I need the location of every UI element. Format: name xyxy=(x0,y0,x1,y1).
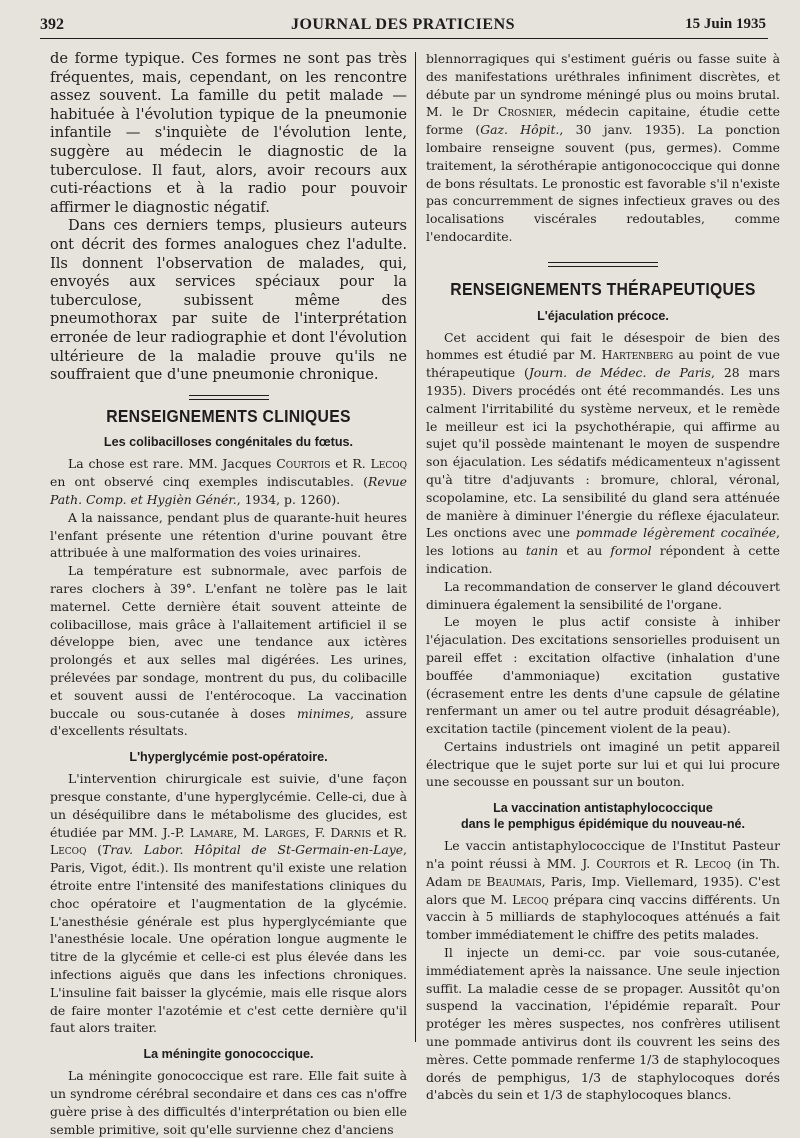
text-run: Le vaccin antistaphylococcique de l'Institut Pasteur n'a point réussi à MM. J. xyxy=(426,838,780,872)
paragraph: La méningite gonococcique est rare. Elle fait suite à un syndrome cérébral secondaire et dans ces cas n'offre guère prise à des difficultés d'interprétation ou bien elle semble primitive, soit qu'elle survienne chez d'anciens xyxy=(50,1068,407,1137)
paragraph: Le moyen le plus actif consiste à inhiber l'éjaculation. Des excitations sensorielles produisent un pareil effet : excitation olfactive (inhalation d'une bouffée d'ammoniaque) excitation gustative (écrasement entre les dents d'une capsule de gélatine renfermant un amer ou tel autre produit désagréable), excitation tactile (pincement violent de la peau). xyxy=(426,614,780,737)
text-run: , M. xyxy=(233,824,265,840)
author-name: Hartenberg xyxy=(601,347,674,363)
paragraph xyxy=(426,50,780,246)
paragraph: de forme typique. Ces formes ne sont pas très fréquentes, mais, cependant, on les rencontre assez souvent. La famille du petit malade — habituée à l'évolution typique de la pneumonie infantile — s'inquiète de l'évolution lente, suggère au médecin le diagnostic de la tuberculose. Il faut, alors, avoir recours aux cuti-réactions et à la radio pour pouvoir affirmer le diagnostic négatif. xyxy=(50,50,407,216)
text-run: en ont observé cinq exemples indiscutables. ( xyxy=(50,474,369,490)
author-name: Larges xyxy=(264,824,306,840)
text-run: La température est subnormale, avec parfois de rares clochers à 39°. L'enfant ne tolère pas le lait maternel. Cette dernière était souvent atteinte de colibacillose, mais grâce à l'allaitement artificiel il se développe bien, avec une tendance aux ictères prolongés et aux selles mal digérées. Les urines, prélevées par sondage, montrent du pus, du colibacille et souvent aussi de l'entérocoque. La vaccination buccale ou sous-cutanée à doses xyxy=(50,563,407,721)
text-run: et R. xyxy=(371,824,408,840)
text-run: et au xyxy=(558,543,611,559)
section-ornament xyxy=(548,262,658,267)
author-name: Darnis xyxy=(330,824,372,840)
text-run: L'intervention chirurgicale est suivie, d'une façon presque constante, d'une hyperglycémie. Celle-ci, due à un déséquilibre dans le métabolisme des glucides, est étudiée par MM. J.-P. xyxy=(50,771,407,840)
author-name: de Beaumais xyxy=(467,873,542,889)
paragraph xyxy=(426,837,780,944)
article-title: La méningite gonococcique. xyxy=(143,1047,314,1062)
text-run: blennorragiques qui s'estiment guéris ou fasse suite à des manifestations uréthrales infiniment discrètes, et débute par un syndrome méningé plus ou moins brutal. M. le Dr xyxy=(426,51,780,120)
author-name: Courtois xyxy=(276,456,331,472)
text-run: et R. xyxy=(330,456,371,472)
author-name: Courtois xyxy=(596,856,651,872)
emphasis: minimes xyxy=(297,705,351,721)
paragraph: Dans ces derniers temps, plusieurs auteurs ont décrit des formes analogues chez l'adulte. Ils donnent l'observation de malades, qui, envoyés aux services spéciaux pour la tuberculose, subissent même des pneumothorax par suite de l'interprétation erronée de leur radiographie et dont l'évolution ultérieure de la maladie prouve qu'ils ne souffraient que d'une pneumonie chronique. xyxy=(50,217,407,384)
text-run: Cet accident qui fait le désespoir de bien des hommes est étudié par M. xyxy=(426,329,780,363)
article-title: Les colibacilloses congénitales du fœtus. xyxy=(103,435,354,450)
author-name: Lecoq xyxy=(50,842,87,858)
text-run: au point de vue thérapeutique ( xyxy=(426,347,780,381)
author-name: Lecoq xyxy=(512,891,549,907)
text-run: , 1934, p. 1260). xyxy=(236,492,341,508)
citation: Journ. de Médec. de Paris xyxy=(528,365,711,381)
text-run: prépara cinq vaccins différents. Un vaccin à 5 milliards de staphylocoques atténués a fait tomber immédiatement le chiffre des petits malades. xyxy=(426,891,781,943)
header-rule xyxy=(40,38,768,39)
paragraph xyxy=(50,562,407,740)
paragraph xyxy=(426,329,780,578)
author-name: Lamare xyxy=(189,824,234,840)
right-column xyxy=(426,50,780,1104)
text-run: , F. xyxy=(305,824,331,840)
paragraph: A la naissance, pendant plus de quarante-huit heures l'enfant présente une rétention d'urine pouvant être attribuée à une malformation des voies urinaires. xyxy=(50,509,407,561)
emphasis: tanin xyxy=(525,543,559,559)
text-run: , les lotions au xyxy=(426,525,780,559)
section-ornament xyxy=(189,395,269,400)
section-title-therapeutic: RENSEIGNEMENTS THÉRAPEUTIQUES xyxy=(450,278,756,299)
paragraph xyxy=(50,770,407,1037)
journal-title: JOURNAL DES PRATICIENS xyxy=(290,16,516,33)
paragraph: La recommandation de conserver le gland découvert diminuera également la sensibilité de l'organe. xyxy=(426,578,780,612)
article-title xyxy=(426,800,780,832)
text-run: répondent à cette indication. xyxy=(426,543,780,576)
column-separator xyxy=(415,52,416,1042)
text-run: , 30 janv. 1935). La ponction lombaire renseigne souvent (pus, germes). Comme traitement, la sérothérapie antigonococcique qui donne de bons résultats. Le pronostic est favorable s'il n'existe pas concurremment de signes infectieux graves ou des localisations viscérales redoutables, comme l'endocardite. xyxy=(426,122,780,244)
text-run: , assure d'excellents résultats. xyxy=(50,705,407,739)
text-run: , médecin capitaine, étudie cette forme ( xyxy=(426,104,780,138)
text-run: (in Th. Adam xyxy=(426,856,781,889)
paragraph: Il injecte un demi-cc. par voie sous-cutanée, immédiatement après la naissance. Une seule injection suffit. La maladie cesse de se propager. Aussitôt qu'on suspend la vaccination, l'épidémie reparaît. Pour protéger les mères suspectes, nos confrères utilisent une pommade antivirus dont ils couvrent les seins des mères. Cette pommade renferme 1/3 de staphylocoques dorés de pemphigus, 1/3 de staphylocoques dorés d'abcès du sein et 1/3 de staphylocoques blancs. xyxy=(426,945,780,1103)
text-run: , Paris, Vigot, édit.). Ils montrent qu'il existe une relation étroite entre l'intensité des manifestations cliniques du choc opératoire et l'augmentation de la glycémie. L'anesthésie générale est plus hyperglycémiante que l'anesthésie locale. Une opération longue augmente le titre de la glycémie et celle-ci est plus élevée dans les infections aiguës que dans les infections chroniques. L'insuline fait baisser la glycémie, mais elle risque alors de faire monter l'azotémie et c'est cette dernière qu'il faut alors traiter. xyxy=(50,842,407,1036)
text-run: , Paris, Imp. Viellemard, 1935). C'est alors que M. xyxy=(426,873,780,907)
author-name: Lecoq xyxy=(694,856,731,872)
citation: Gaz. Hôpit. xyxy=(480,122,560,138)
text-run: , 28 mars 1935). Divers procédés ont été recommandés. Les uns calment l'irritabilité du système nerveux, et le remède le meilleur est ici la psychothérapie, qui affirme au sujet qu'il possède maintenant le moyen de suspendre son éjaculation. Les sédatifs médicamenteux n'agissent qu'à titre d'adjuvants : bromure, chloral, véronal, scopolamine, etc. La sensibilité du gland sera atténuée de manière à diminuer l'énergie du réflexe éjaculateur. Les onctions avec une xyxy=(426,365,781,541)
text-run: et R. xyxy=(650,856,695,872)
text-run: ( xyxy=(86,842,103,858)
citation: Trav. Labor. Hôpital de St-Germain-en-Laye xyxy=(102,842,404,858)
article-title: L'éjaculation précoce. xyxy=(537,308,669,323)
issue-date: 15 Juin 1935 xyxy=(685,16,766,32)
section-title-clinical: RENSEIGNEMENTS CLINIQUES xyxy=(106,405,351,426)
article-title-line: dans le pemphigus épidémique du nouveau-né. xyxy=(460,817,746,832)
page-header xyxy=(40,14,766,36)
article-title-line: La vaccination antistaphylococcique xyxy=(493,801,713,816)
left-column xyxy=(50,50,407,1138)
paragraph xyxy=(50,455,407,508)
emphasis: formol xyxy=(610,543,652,559)
emphasis: pommade légèrement cocaïnée xyxy=(575,525,777,541)
author-name: Lecoq xyxy=(370,456,407,472)
article-title: L'hyperglycémie post-opératoire. xyxy=(129,750,328,765)
author-name: Crosnier xyxy=(497,104,553,120)
page-number: 392 xyxy=(40,16,64,33)
citation: Revue Path. Comp. et Hygièn Génér. xyxy=(50,474,407,508)
paragraph: Certains industriels ont imaginé un petit appareil électrique que le sujet porte sur lui et qui lui procure une secousse en poussant sur un bouton. xyxy=(426,738,780,790)
text-run: La chose est rare. MM. Jacques xyxy=(68,456,277,472)
